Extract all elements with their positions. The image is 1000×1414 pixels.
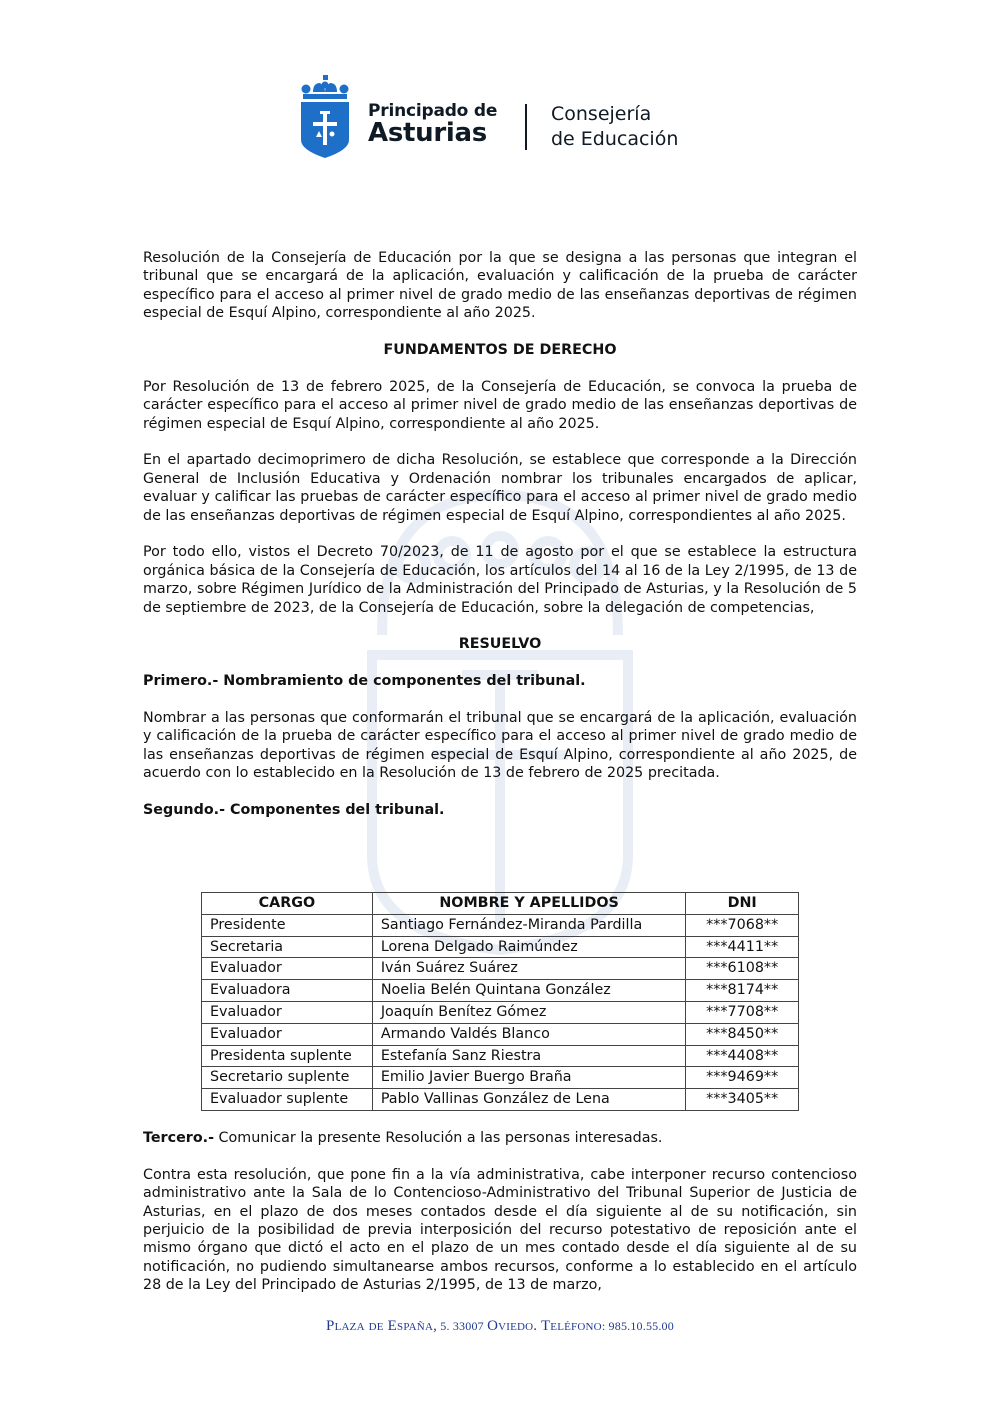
cell-dni: ***4408** [686,1045,799,1067]
column-header-cargo: CARGO [202,893,373,915]
tercero-text: Comunicar la presente Resolución a las personas interesadas. [214,1130,663,1146]
org-name-line1: Principado de [368,101,498,121]
cell-nombre: Emilio Javier Buergo Braña [372,1067,686,1089]
table-row [202,958,799,980]
cell-cargo: Evaluador [202,1001,373,1023]
table-row [202,936,799,958]
cell-cargo: Evaluador suplente [202,1089,373,1111]
cell-dni: ***4411** [686,936,799,958]
section-heading-fundamentos: FUNDAMENTOS DE DERECHO [383,342,617,359]
cell-dni: ***8450** [686,1023,799,1045]
cell-nombre: Santiago Fernández-Miranda Pardilla [372,914,686,936]
asturias-shield-icon [300,74,350,158]
logo-principado-asturias [300,74,700,158]
logo-divider [525,104,527,150]
cell-cargo: Evaluador [202,958,373,980]
cell-nombre: Pablo Vallinas González de Lena [372,1089,686,1111]
document-body [143,249,857,819]
paragraph-2: En el apartado decimoprimero de dicha Resolución, se establece que corresponde a la Dirección General de Inclusión Educativa y Ordenación nombrar los tribunales encargados de aplicar, evaluar y calificar las pruebas de carácter específico para el acceso al primer nivel de grado medio de las enseñanzas deportivas de régimen especial de Esquí Alpino, correspondientes al año 2025. [143,452,857,524]
cell-dni: ***6108** [686,958,799,980]
section-heading-resuelvo: RESUELVO [458,636,542,653]
cell-dni: ***8174** [686,980,799,1002]
department-name-line2: de Educación [551,128,679,150]
cell-dni: ***9469** [686,1067,799,1089]
column-header-nombre: NOMBRE Y APELLIDOS [372,893,686,915]
resolution-title: Resolución de la Consejería de Educación por la que se designa a las personas que integran el tribunal que se encargará de la aplicación, evaluación y calificación de la prueba de carácter específico para el acceso al primer nivel de grado medio de las enseñanzas deportivas de régimen especial de Esquí Alpino, correspondiente al año 2025. [143,250,857,322]
footer-phone: : 985.10.55.00 [601,1319,674,1333]
department-name-line1: Consejería [551,103,652,125]
org-name [368,102,497,146]
tercero-label: Tercero.- [143,1130,215,1146]
table-header-row [202,893,799,915]
cell-dni: ***7708** [686,1001,799,1023]
cell-nombre: Estefanía Sanz Riestra [372,1045,686,1067]
footer-city-phone-label: Oviedo. Teléfono [487,1318,602,1334]
cell-cargo: Presidente [202,914,373,936]
table-row [202,980,799,1002]
column-header-dni: DNI [686,893,799,915]
cell-nombre: Lorena Delgado Raimúndez [372,936,686,958]
table-row [202,1089,799,1111]
cell-cargo: Evaluadora [202,980,373,1002]
cell-cargo: Secretaria [202,936,373,958]
department-name [551,102,678,152]
table-row [202,1045,799,1067]
tercero-paragraph [143,1129,857,1147]
paragraph-1: Por Resolución de 13 de febrero 2025, de la Consejería de Educación, se convoca la prueba de carácter específico para el acceso al primer nivel de grado medio de las enseñanzas deportivas de régimen especial de Esquí Alpino, correspondiente al año 2025. [143,378,857,432]
primero-heading: Primero.- Nombramiento de componentes del tribunal. [143,673,586,690]
segundo-heading: Segundo.- Componentes del tribunal. [143,802,445,819]
table-row [202,1001,799,1023]
cell-cargo: Secretario suplente [202,1067,373,1089]
cell-cargo: Evaluador [202,1023,373,1045]
paragraph-3: Por todo ello, vistos el Decreto 70/2023, de 11 de agosto por el que se establece la estructura orgánica básica de la Consejería de Educación, los artículos del 14 al 16 de la Ley 2/1995, de 13 de marzo, sobre Régimen Jurídico de la Administración del Principado de Asturias, y la Resolución de 5 de septiembre de 2023, de la Consejería de Educación, sobre la delegación de competencias, [143,544,857,616]
cell-cargo: Presidenta suplente [202,1045,373,1067]
org-name-line2: Asturias [368,118,487,148]
page-footer-address [0,1318,1000,1335]
primero-text: Nombrar a las personas que conformarán el tribunal que se encargará de la aplicación, evaluación y calificación de la prueba de carácter específico para el acceso al primer nivel de grado medio de las enseñanzas deportivas de régimen especial de Esquí Alpino, correspondiente al año 2025, de acuerdo con lo establecido en la Resolución de 13 de febrero de 2025 precitada. [143,710,857,782]
cell-nombre: Noelia Belén Quintana González [372,980,686,1002]
table-row [202,1067,799,1089]
table-row [202,914,799,936]
cell-nombre: Joaquín Benítez Gómez [372,1001,686,1023]
cell-dni: ***3405** [686,1089,799,1111]
cell-nombre: Armando Valdés Blanco [372,1023,686,1045]
footer-number-postal: 5. 33007 [437,1319,488,1333]
recurso-paragraph: Contra esta resolución, que pone fin a la vía administrativa, cabe interponer recurso contencioso administrativo ante la Sala de lo Contencioso-Administrativo del Tribunal Superior de Justicia de Asturias, en el plazo de dos meses contados desde el día siguiente al de su notificación, sin perjuicio de la posibilidad de previa interposición del recurso potestativo de reposición ante el mismo órgano que dictó el acto en el plazo de un mes contado desde el día siguiente al de su notificación, no pudiendo simultanearse ambos recursos, conforme a lo establecido en el artículo 28 de la Ley del Principado de Asturias 2/1995, de 13 de marzo, [143,1166,857,1294]
footer-street: Plaza de España, [326,1318,438,1334]
document-body-lower [143,1129,857,1295]
table-row [202,1023,799,1045]
cell-nombre: Iván Suárez Suárez [372,958,686,980]
cell-dni: ***7068** [686,914,799,936]
tribunal-table [201,892,799,1111]
